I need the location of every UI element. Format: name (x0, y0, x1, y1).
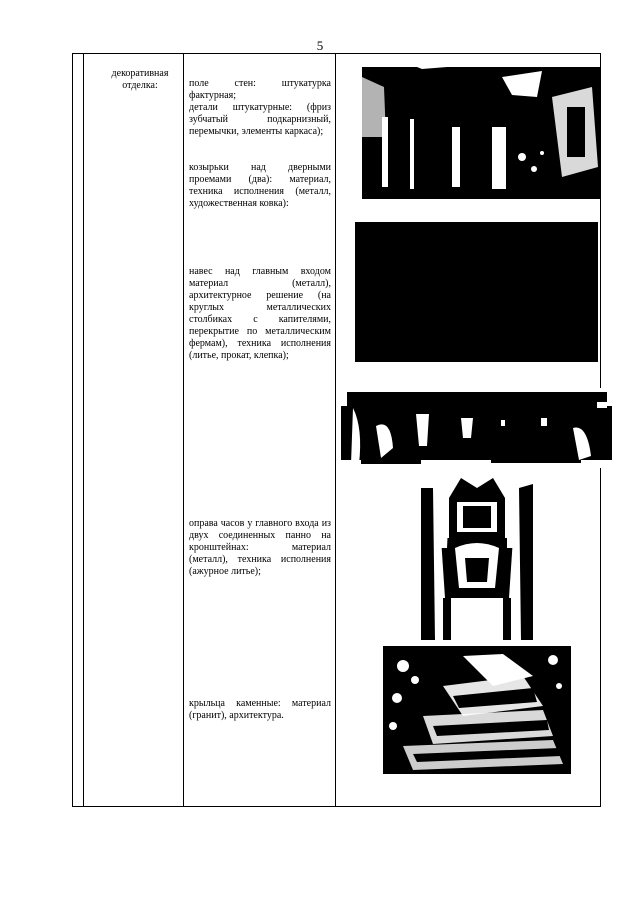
row-label: декоративная отделка: (111, 68, 169, 91)
entry-door-canopies: козырьки над дверными проемами (два): материал, техника исполнения (металл, художественная ковка): (189, 162, 331, 209)
entry-plaster-details: детали штукатурные: (фриз зубчатый подкарнизный, перемычки, элементы каркаса); (189, 102, 331, 137)
clock-frame-photo (421, 478, 533, 640)
facade-photo (362, 57, 600, 199)
stone-porch-photo (383, 646, 571, 774)
entry-main-entrance-canopy: навес над главным входом материал (металл), архитектурное решение (на круглых металлических столбиках с капителями, перекрытие по металлическим фермам), техника исполнения (литье, прокат, клепка); (189, 266, 331, 361)
table-divider (335, 54, 336, 806)
entry-stone-porch: крыльца каменные: материал (гранит), архитектура. (189, 698, 331, 721)
description-table (72, 53, 601, 807)
entry-clock-frame: оправа часов у главного входа из двух соединенных панно на кронштейнах: материал (металл), техника исполнения (ажурное литье); (189, 518, 331, 577)
table-divider (83, 54, 84, 806)
door-canopy-photo (355, 222, 598, 362)
entrance-canopy-photo (341, 388, 612, 468)
table-divider (183, 54, 184, 806)
page-number: 5 (316, 38, 324, 53)
entry-wall-field: поле стен: штукатурка фактурная; (189, 78, 331, 101)
